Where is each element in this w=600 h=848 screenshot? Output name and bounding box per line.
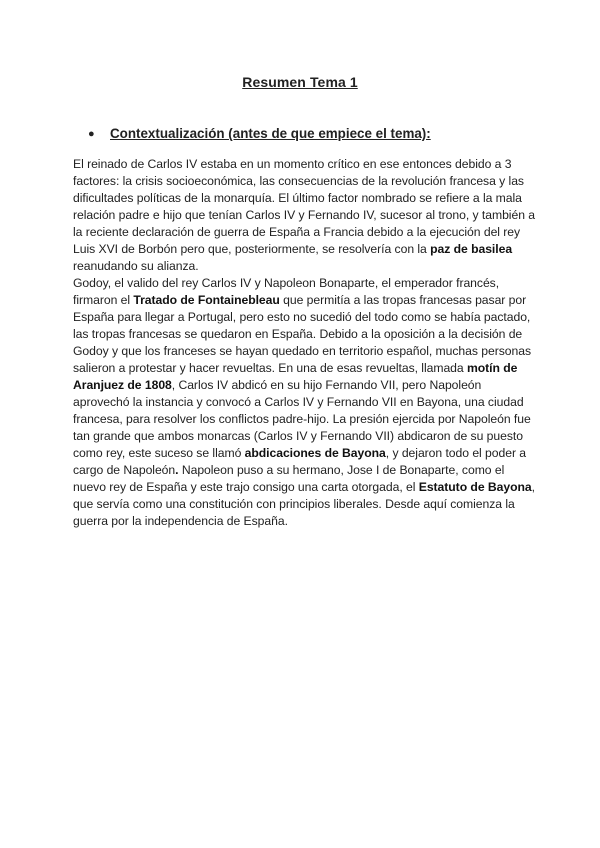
paragraph-2-text-6: , que servía como una constitución con principios liberales. Desde aquí comienza la guerra por la independencia de España. — [73, 480, 535, 528]
bold-term-estatuto-bayona: Estatuto de Bayona — [418, 480, 532, 494]
paragraph-2-text-1: Godoy, el valido del rey Carlos IV y Napoleon Bonaparte, el emperador francés, firmaron el — [73, 276, 500, 307]
bold-term-tratado-fontainebleau: Tratado de Fontainebleau — [133, 293, 280, 307]
paragraph-1-tail: reanudando su alianza. — [73, 259, 199, 273]
paragraph-2-text-5: Napoleon puso a su hermano, Jose I de Bonaparte, como el nuevo rey de España y este trajo consigo una carta otorgada, el — [73, 463, 505, 494]
document-title: Resumen Tema 1 — [242, 74, 358, 90]
paragraph-2-text-4: , y dejaron todo el poder a cargo de Napoleón — [73, 446, 527, 477]
section-heading: Contextualización (antes de que empiece el tema): — [110, 126, 431, 141]
bold-period: . — [175, 463, 179, 477]
bold-term-paz-de-basilea: paz de basilea — [430, 242, 513, 256]
section-bullet — [88, 126, 548, 141]
paragraph-1 — [73, 156, 538, 275]
document-body — [73, 156, 538, 530]
bold-term-abdicaciones-bayona: abdicaciones de Bayona — [244, 446, 386, 460]
paragraph-1-text: El reinado de Carlos IV estaba en un momento crítico en ese entonces debido a 3 factores: la crisis socioeconómica, las consecuencias de la revolución francesa y las dificultades políticas de la monarquía. El último factor nombrado se refiere a la mala relación padre e hijo que tenían Carlos IV y Fernando IV, sucesor al trono, y también a la reciente declaración de guerra de España a Francia debido a la ejecución del rey Luis XVI de Borbón pero que, posteriormente, se resolvería con la — [73, 157, 535, 256]
paragraph-2-text-2: que permitía a las tropas francesas pasar por España para llegar a Portugal, pero esto no sucedió del todo como se había pactado, las tropas francesas se quedaron en España. Debido a la oposición a la decisión de Godoy y que los franceses se hayan quedado en territorio español, muchas personas salieron a protestar y hacer revueltas. En una de esas revueltas, llamada — [73, 293, 532, 375]
paragraph-2-text-3: , Carlos IV abdicó en su hijo Fernando VII, pero Napoleón aprovechó la instancia y convocó a Carlos IV y Fernando VII en Bayona, una ciudad francesa, para resolver los conflictos padre-hijo. La presión ejercida por Napoleón fue tan grande que ambos monarcas (Carlos IV y Fernando VII) abdicaron de su puesto como rey, este suceso se llamó — [73, 378, 531, 460]
bullet-icon: ● — [88, 128, 95, 140]
bold-term-motin-aranjuez: motín de Aranjuez de 1808 — [73, 361, 518, 392]
paragraph-2 — [73, 275, 538, 530]
